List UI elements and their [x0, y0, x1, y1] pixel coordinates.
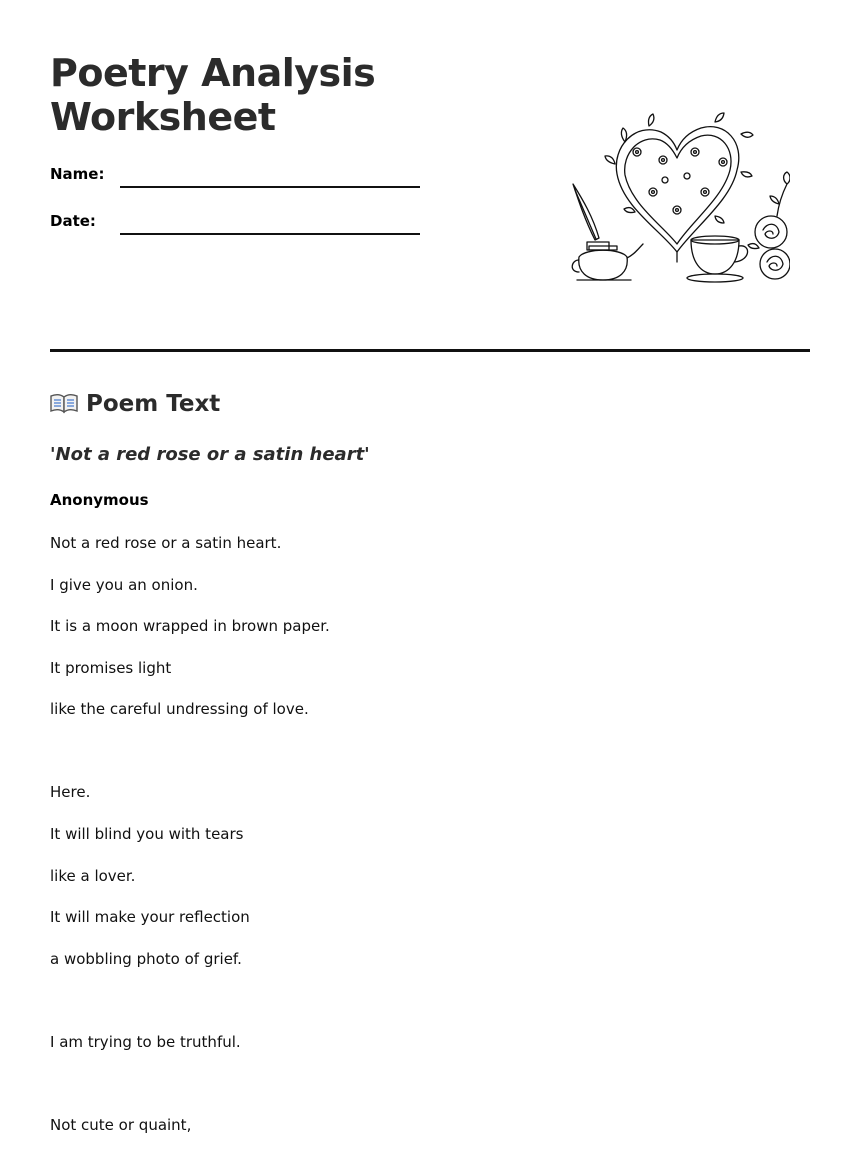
poem-line: Not a red rose or a satin heart. [50, 534, 282, 552]
poem-line: a wobbling photo of grief. [50, 950, 242, 968]
name-label: Name: [50, 165, 105, 183]
date-label: Date: [50, 212, 96, 230]
poem-line: I give you an onion. [50, 576, 198, 594]
date-field[interactable] [120, 233, 420, 235]
poem-line: It is a moon wrapped in brown paper. [50, 617, 330, 635]
poem-line: It promises light [50, 659, 172, 677]
poem-author: Anonymous [50, 491, 149, 509]
page-title: Poetry Analysis Worksheet [50, 51, 376, 139]
section-divider [50, 349, 810, 352]
poem-line: It will blind you with tears [50, 825, 244, 843]
poem-line: I am trying to be truthful. [50, 1033, 241, 1051]
poem-text-heading [50, 389, 220, 419]
heart-vines-illustration [565, 112, 790, 284]
poem-line: like the careful undressing of love. [50, 700, 309, 718]
open-book-icon [50, 392, 78, 414]
poem-line: like a lover. [50, 867, 136, 885]
poem-text-heading-label: Poem Text [86, 391, 221, 417]
poem-line: It will make your reflection [50, 908, 250, 926]
poem-line: Here. [50, 783, 91, 801]
name-field[interactable] [120, 186, 420, 188]
poem-title: 'Not a red rose or a satin heart' [50, 444, 370, 465]
poem-line: Not cute or quaint, [50, 1116, 192, 1134]
